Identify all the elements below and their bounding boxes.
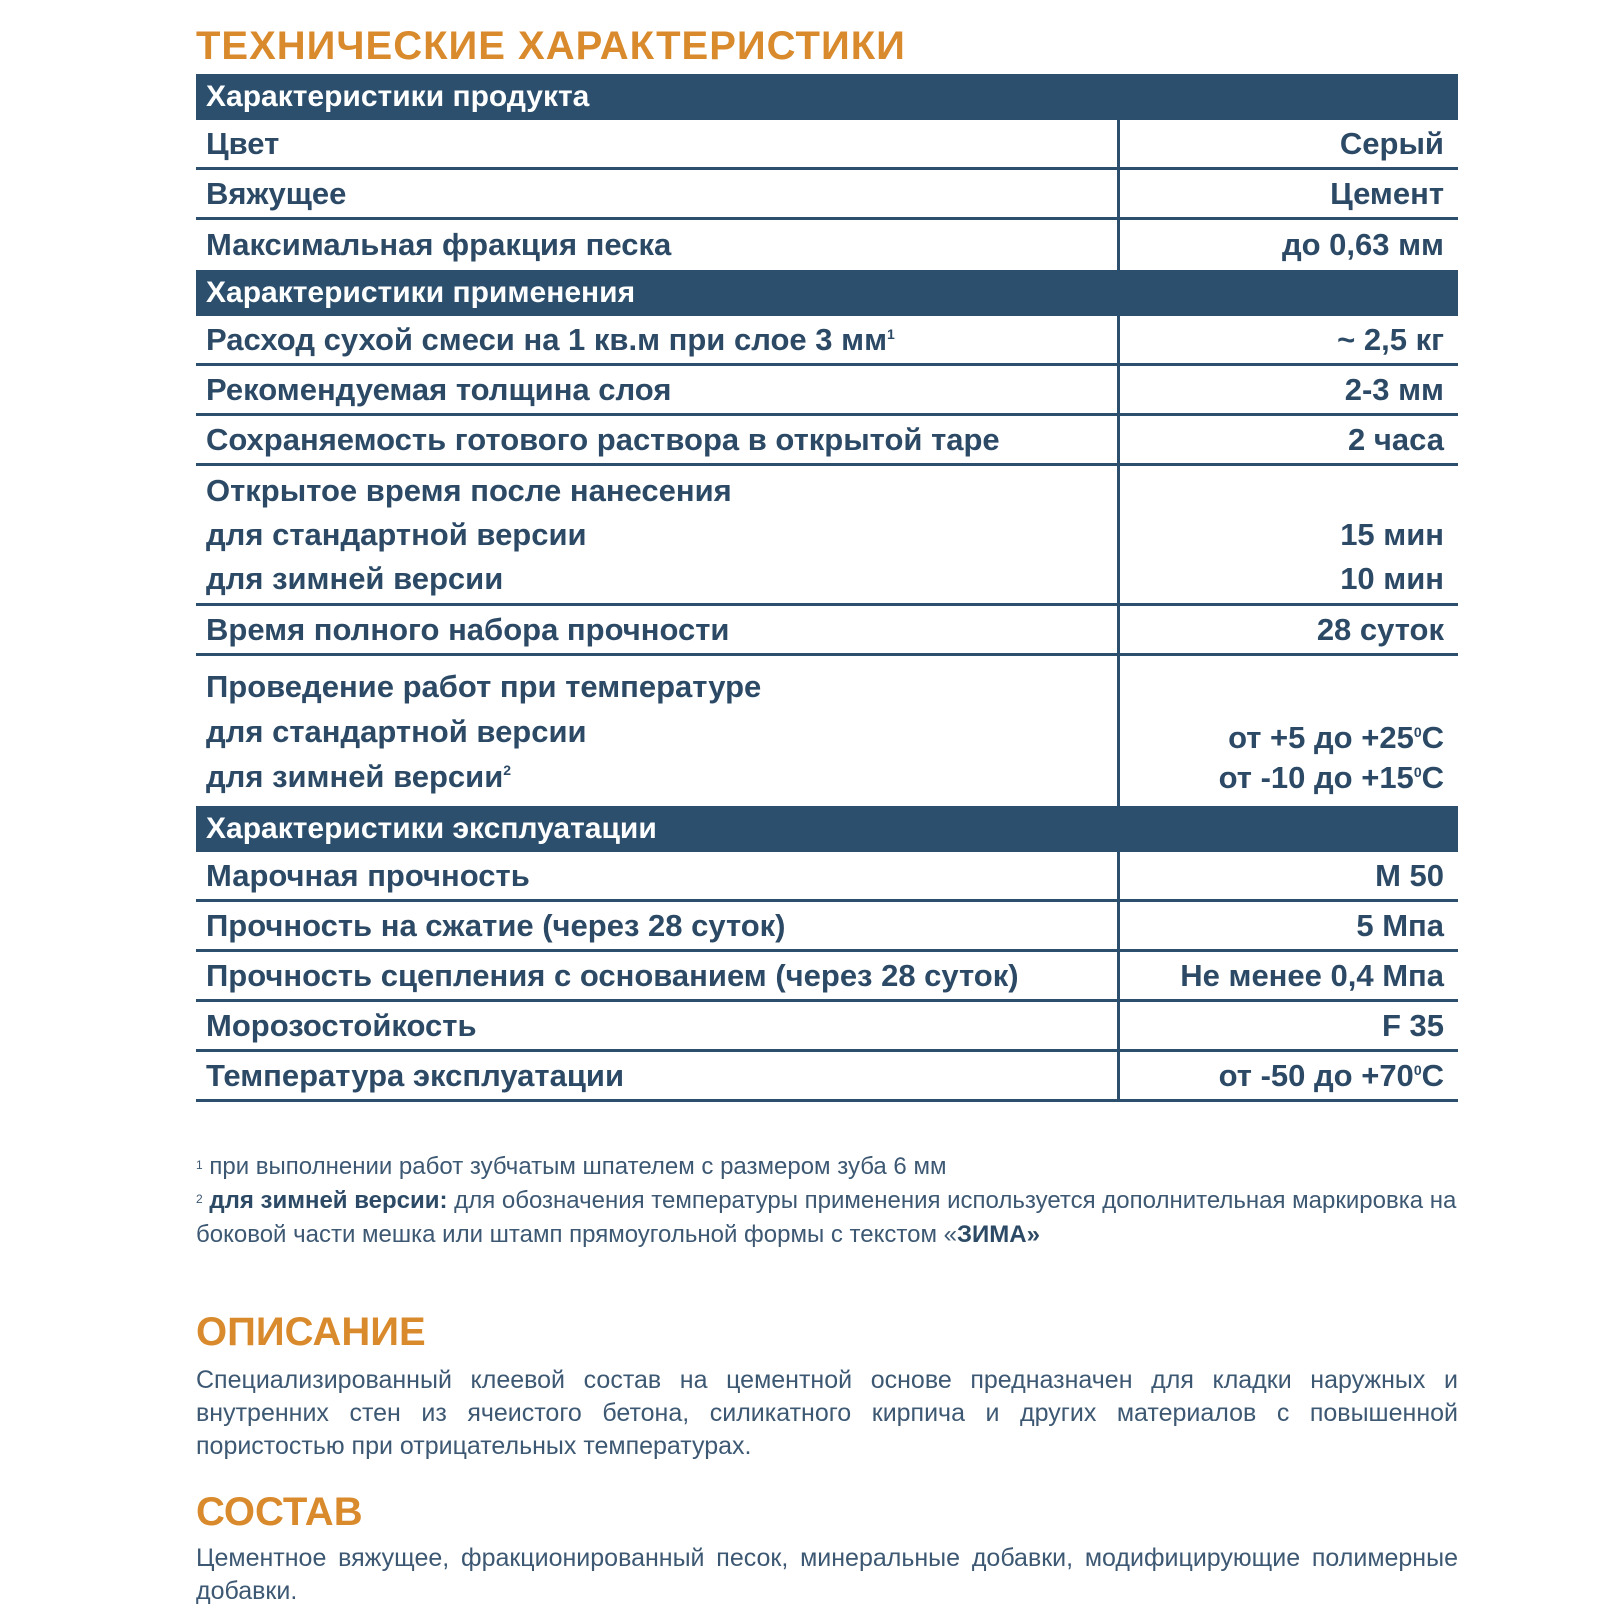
section-header-application: Характеристики применения bbox=[196, 270, 1458, 316]
table-row bbox=[196, 416, 1458, 466]
row-value: 5 Мпа bbox=[1356, 907, 1444, 943]
degree-mark: 0 bbox=[1413, 724, 1422, 740]
open-time-winter-value: 10 мин bbox=[1340, 561, 1444, 596]
row-value: F 35 bbox=[1381, 1007, 1444, 1043]
table-row bbox=[196, 1052, 1458, 1102]
consumption-label: Расход сухой смеси на 1 кв.м при слое 3 мм bbox=[206, 321, 888, 357]
work-temp-standard-label: для стандартной версии bbox=[206, 713, 587, 749]
row-label: Температура эксплуатации bbox=[196, 1052, 1120, 1099]
composition-heading: СОСТАВ bbox=[196, 1490, 363, 1534]
open-time-label: Открытое время после нанесения bbox=[206, 472, 732, 508]
row-value: 2 часа bbox=[1348, 421, 1444, 457]
section-header-operation: Характеристики эксплуатации bbox=[196, 806, 1458, 852]
description-heading: ОПИСАНИЕ bbox=[196, 1310, 426, 1354]
row-label bbox=[196, 466, 1120, 603]
row-label: Морозостойкость bbox=[196, 1002, 1120, 1049]
section-header-product: Характеристики продукта bbox=[196, 74, 1458, 120]
footnote-2-stamp: ЗИМА bbox=[956, 1221, 1027, 1248]
table-row bbox=[196, 220, 1458, 270]
work-temp-winter-label: для зимней версии bbox=[206, 758, 504, 794]
row-value bbox=[1120, 466, 1458, 603]
table-row bbox=[196, 170, 1458, 220]
row-value bbox=[1120, 656, 1458, 806]
row-label: Марочная прочность bbox=[196, 852, 1120, 899]
row-label bbox=[196, 656, 1120, 806]
row-label: Время полного набора прочности bbox=[196, 606, 1120, 653]
footnotes bbox=[196, 1150, 1458, 1252]
footnote-2-text: для обозначения температуры применения используется дополнительная маркировка на боковой части мешка или штамп прямоугольной формы с текстом « bbox=[196, 1187, 1457, 1248]
footnote-1-text: при выполнении работ зубчатым шпателем с размером зуба 6 мм bbox=[209, 1153, 947, 1180]
row-label: Прочность на сжатие (через 28 суток) bbox=[196, 902, 1120, 949]
row-label: Сохраняемость готового раствора в открытой таре bbox=[196, 416, 1120, 463]
row-label bbox=[196, 316, 1120, 363]
table-row bbox=[196, 656, 1458, 806]
row-value bbox=[1120, 1052, 1458, 1099]
footnote-1 bbox=[196, 1150, 1458, 1184]
composition-text: Цементное вяжущее, фракционированный песок, минеральные добавки, модифицирующие полимерные добавки. bbox=[196, 1544, 1458, 1605]
degree-mark: 0 bbox=[1413, 764, 1422, 780]
celsius-unit: С bbox=[1421, 1057, 1444, 1093]
work-temp-standard-value: от +5 до +25 bbox=[1228, 720, 1414, 755]
row-value: Цемент bbox=[1330, 175, 1444, 211]
table-row bbox=[196, 1002, 1458, 1052]
table-row bbox=[196, 466, 1458, 606]
table-row bbox=[196, 902, 1458, 952]
row-label: Прочность сцепления с основанием (через 28 суток) bbox=[196, 952, 1120, 999]
footnote-2-bold: для зимней версии: bbox=[209, 1187, 448, 1214]
description-text: Специализированный клеевой состав на цементной основе предназначен для кладки наружных и внутренних стен из ячеистого бетона, силикатного кирпича и других материалов с повышенной пористостью при отрицательных температурах. bbox=[196, 1366, 1458, 1460]
footnote-ref-1: 1 bbox=[887, 325, 895, 342]
work-temp-label: Проведение работ при температуре bbox=[206, 668, 762, 704]
footnote-ref-2: 2 bbox=[503, 761, 512, 778]
row-value: Не менее 0,4 Мпа bbox=[1180, 957, 1444, 993]
open-time-standard-label: для стандартной версии bbox=[206, 516, 587, 552]
celsius-unit: С bbox=[1421, 760, 1444, 795]
row-label: Максимальная фракция песка bbox=[196, 220, 1120, 270]
celsius-unit: С bbox=[1421, 720, 1444, 755]
open-time-winter-label: для зимней версии bbox=[206, 560, 504, 596]
open-time-standard-value: 15 мин bbox=[1340, 517, 1444, 552]
table-row bbox=[196, 606, 1458, 656]
row-value: ~ 2,5 кг bbox=[1337, 321, 1444, 357]
row-value: М 50 bbox=[1375, 857, 1444, 893]
work-temp-winter-value: от -10 до +15 bbox=[1218, 760, 1414, 795]
footnote-2-close: » bbox=[1026, 1221, 1040, 1248]
spec-table bbox=[196, 74, 1458, 1102]
row-value: 28 суток bbox=[1316, 611, 1444, 647]
table-row bbox=[196, 120, 1458, 170]
row-value: до 0,63 мм bbox=[1281, 227, 1444, 262]
op-temp-value: от -50 до +70 bbox=[1218, 1057, 1414, 1093]
table-row bbox=[196, 366, 1458, 416]
footnote-mark-2: 2 bbox=[196, 1192, 203, 1206]
page-title: ТЕХНИЧЕСКИЕ ХАРАКТЕРИСТИКИ bbox=[196, 24, 906, 68]
row-label: Рекомендуемая толщина слоя bbox=[196, 366, 1120, 413]
degree-mark: 0 bbox=[1413, 1061, 1422, 1078]
table-row bbox=[196, 852, 1458, 902]
row-label: Цвет bbox=[196, 120, 1120, 167]
table-row bbox=[196, 952, 1458, 1002]
table-row bbox=[196, 316, 1458, 366]
row-value: Серый bbox=[1339, 125, 1444, 161]
footnote-2 bbox=[196, 1184, 1458, 1252]
row-value: 2-3 мм bbox=[1344, 371, 1444, 407]
footnote-mark-1: 1 bbox=[196, 1158, 203, 1172]
row-label: Вяжущее bbox=[196, 170, 1120, 217]
